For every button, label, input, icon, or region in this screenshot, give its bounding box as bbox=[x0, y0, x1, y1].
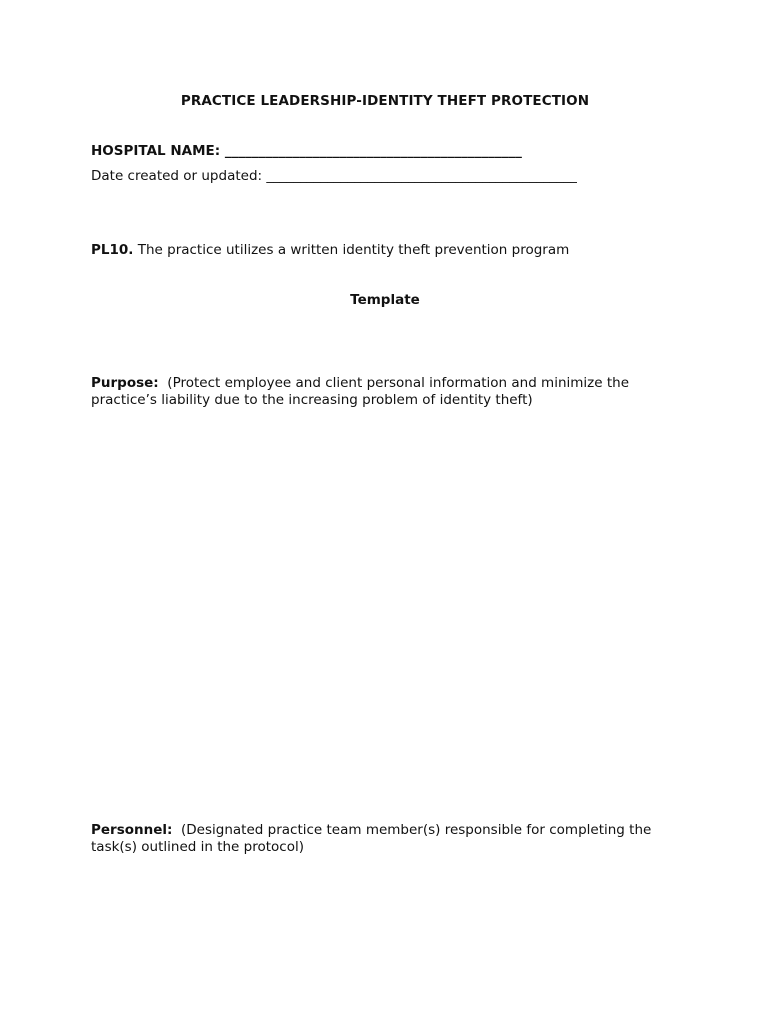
pl10-statement bbox=[91, 242, 569, 258]
personnel-label: Personnel: bbox=[91, 822, 173, 838]
personnel-text: (Designated practice team member(s) responsible for completing the task(s) outlined in the protocol) bbox=[91, 822, 652, 855]
date-updated-label: Date created or updated: bbox=[91, 168, 263, 184]
pl10-text: The practice utilizes a written identity theft prevention program bbox=[137, 242, 570, 258]
hospital-name-line bbox=[91, 143, 522, 159]
document-title: PRACTICE LEADERSHIP-IDENTITY THEFT PROTECTION bbox=[180, 93, 590, 109]
hospital-name-blank: ____________________________________________ bbox=[224, 143, 522, 159]
date-updated-blank: ______________________________________________ bbox=[266, 168, 577, 184]
purpose-text: (Protect employee and client personal information and minimize the practice’s liability due to the increasing problem of identity theft) bbox=[91, 375, 630, 408]
purpose-label: Purpose: bbox=[91, 375, 159, 391]
date-updated-line bbox=[91, 168, 577, 184]
pl10-code: PL10. bbox=[91, 242, 134, 258]
purpose-section bbox=[91, 375, 681, 409]
personnel-section bbox=[91, 822, 681, 856]
template-heading: Template bbox=[350, 292, 420, 308]
hospital-name-label: HOSPITAL NAME: bbox=[91, 143, 221, 159]
